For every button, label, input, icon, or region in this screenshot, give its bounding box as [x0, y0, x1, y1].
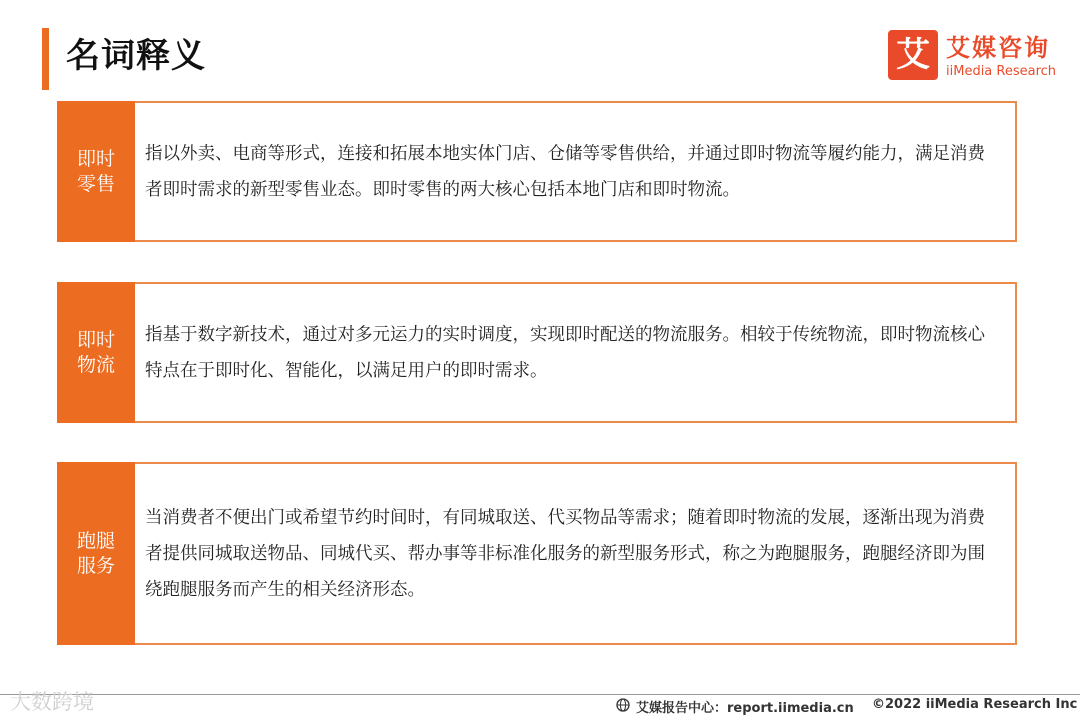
- footer-divider: [0, 694, 1080, 695]
- globe-icon: [616, 698, 630, 712]
- logo-name-en: iiMedia Research: [946, 64, 1057, 79]
- card-text: 当消费者不便出门或希望节约时间时，有同城取送、代买物品等需求；随着即时物流的发展，逐渐出现为消费者提供同城取送物品、同城代买、帮办事等非标准化服务的新型服务形式，称之为跑腿服务，跑腿经济即为围绕跑腿服务而产生的相关经济形态。: [145, 507, 985, 600]
- footer-copyright: ©2022 iiMedia Research Inc: [872, 697, 1078, 712]
- definition-card-instant-retail: [57, 101, 1017, 242]
- page-title: 名词释义: [66, 36, 206, 76]
- footer-source: 艾媒报告中心：report.iimedia.cn: [636, 701, 854, 716]
- definition-card-errand-service: [57, 462, 1017, 645]
- card-text: 指以外卖、电商等形式，连接和拓展本地实体门店、仓储等零售供给，并通过即时物流等履约能力，满足消费者即时需求的新型零售业态。即时零售的两大核心包括本地门店和即时物流。: [145, 143, 985, 200]
- card-label: 即时物流: [57, 282, 135, 423]
- iimedia-logo: [888, 30, 1068, 84]
- card-label: 即时零售: [57, 101, 135, 242]
- title-accent-bar: [42, 28, 49, 90]
- watermark: 大数跨境: [10, 690, 94, 714]
- definition-card-instant-logistics: [57, 282, 1017, 423]
- card-text: 指基于数字新技术，通过对多元运力的实时调度，实现即时配送的物流服务。相较于传统物流，即时物流核心特点在于即时化、智能化，以满足用户的即时需求。: [145, 324, 985, 381]
- logo-name-cn: 艾媒咨询: [946, 34, 1050, 62]
- card-label: 跑腿服务: [57, 462, 135, 645]
- logo-mark: 艾: [888, 30, 938, 80]
